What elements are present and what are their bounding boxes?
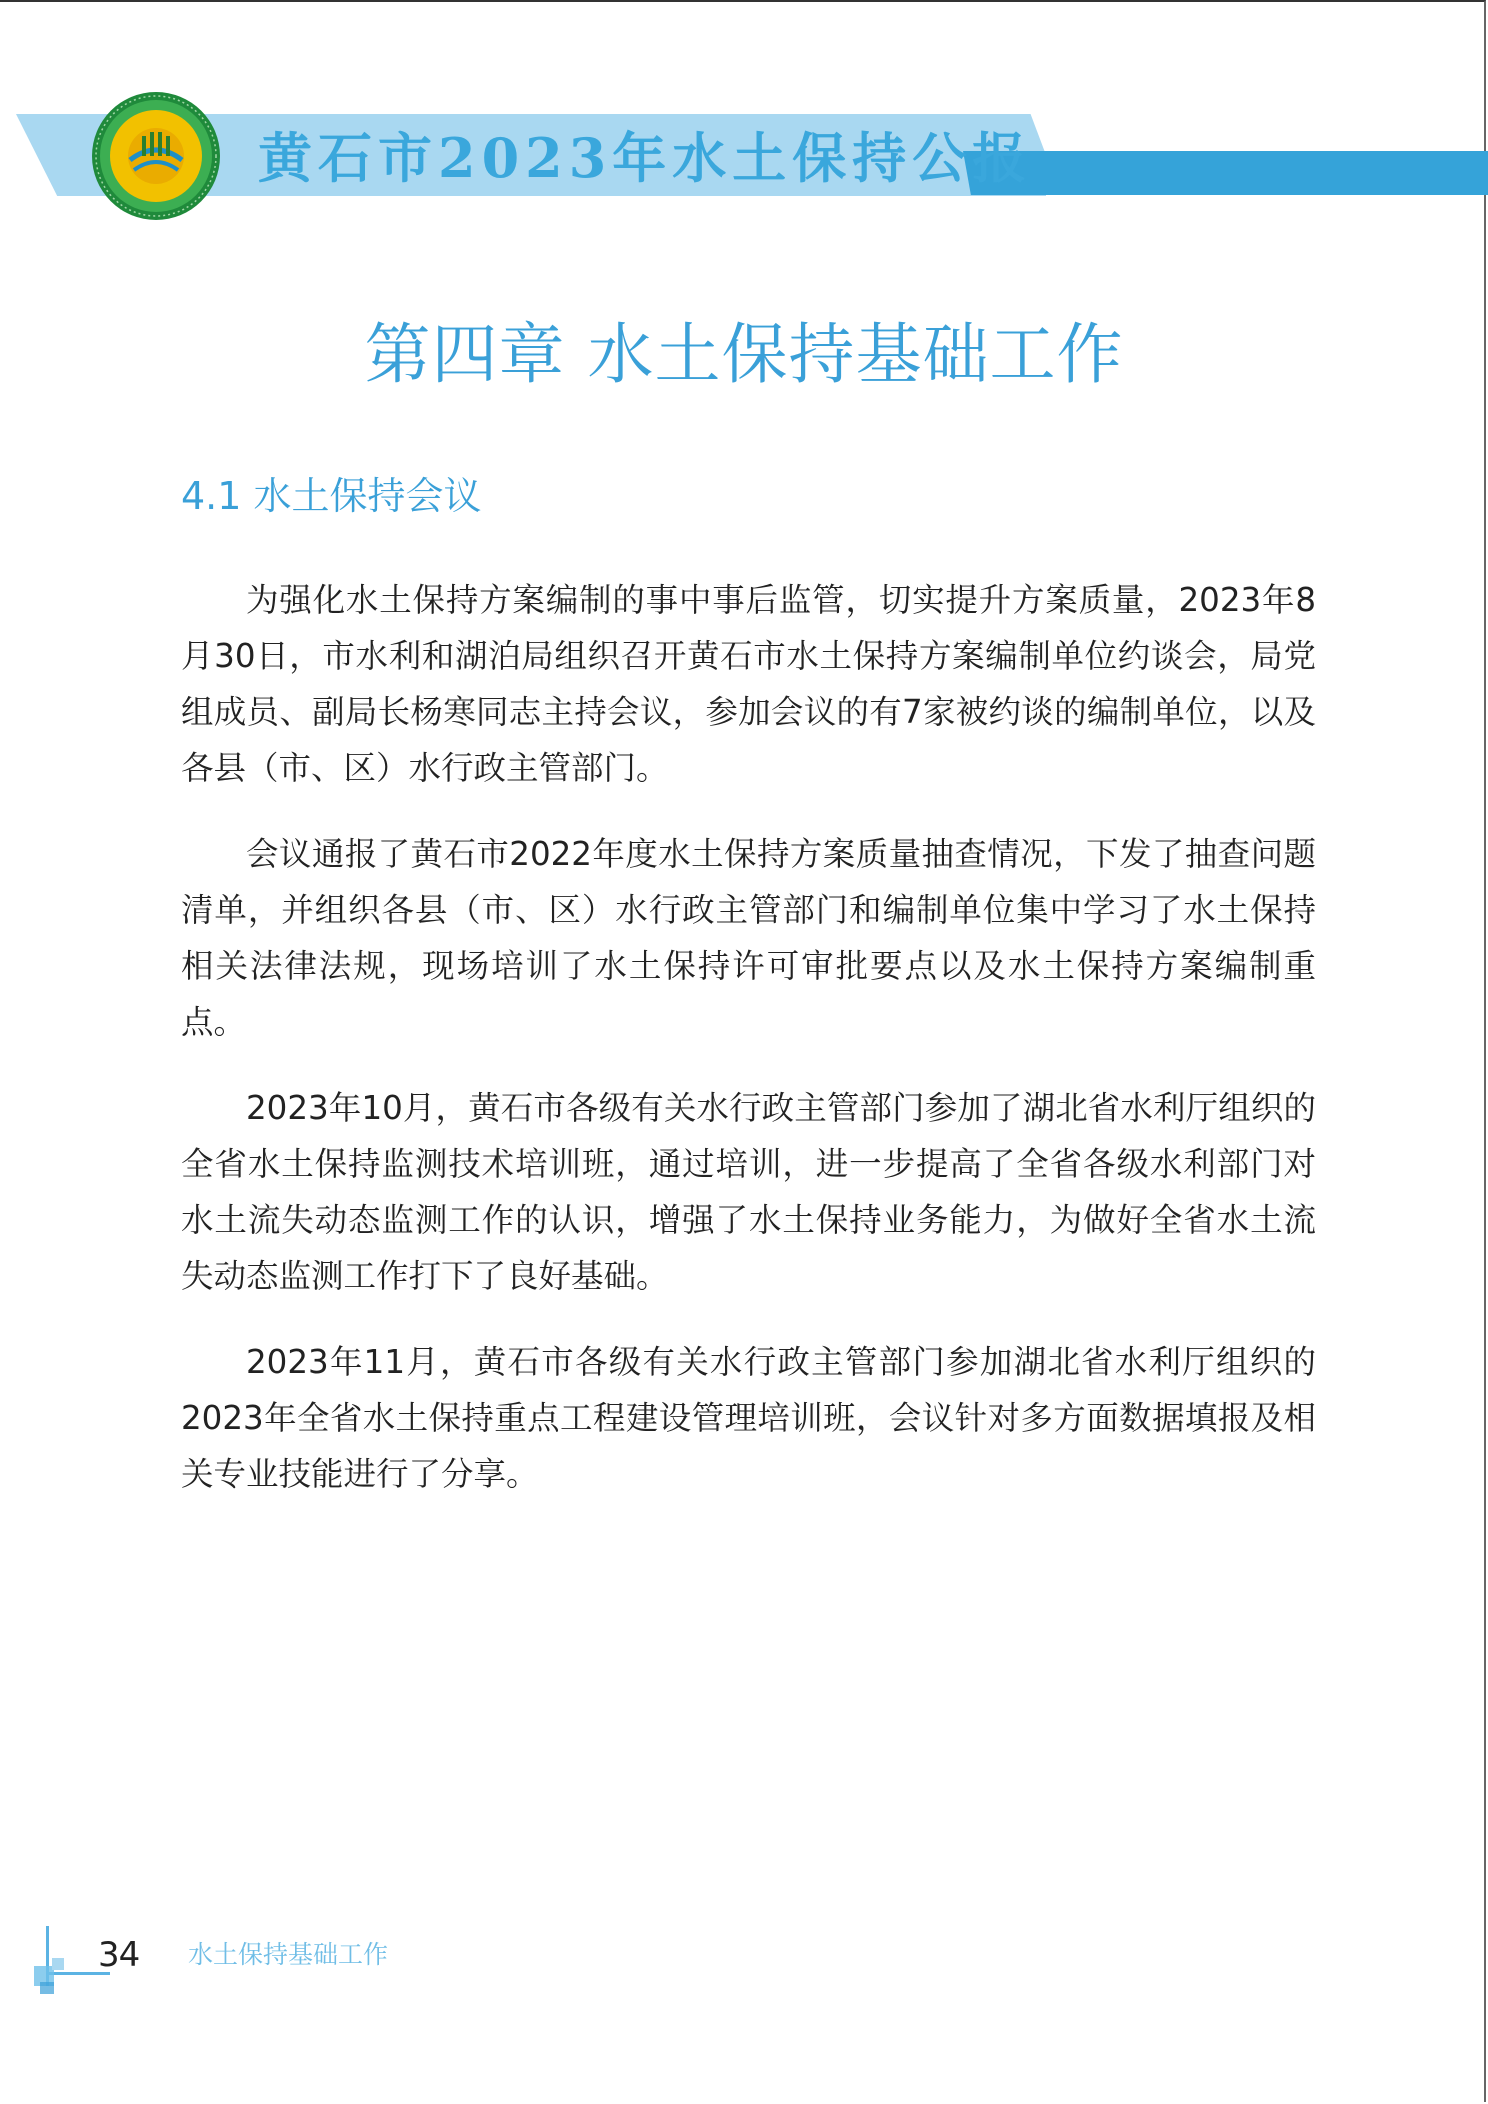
chapter-title: 第四章 水土保持基础工作	[364, 316, 1124, 393]
paragraph: 会议通报了黄石市2022年度水土保持方案质量抽查情况，下发了抽查问题清单，并组织各县（市、区）水行政主管部门和编制单位集中学习了水土保持相关法律法规，现场培训了水土保持许可审批要点以及水土保持方案编制重点。	[181, 835, 1316, 1041]
paragraph: 为强化水土保持方案编制的事中事后监管，切实提升方案质量，2023年8月30日，市水利和湖泊局组织召开黄石市水土保持方案编制单位约谈会，局党组成员、副局长杨寒同志主持会议，参加会议的有7家被约谈的编制单位，以及各县（市、区）水行政主管部门。	[181, 581, 1316, 787]
footer-chapter-label: 水土保持基础工作	[188, 1940, 389, 1969]
header-banner-dark	[963, 151, 1488, 195]
paragraph: 2023年11月，黄石市各级有关水行政主管部门参加湖北省水利厅组织的2023年全省水土保持重点工程建设管理培训班，会议针对多方面数据填报及相关专业技能进行了分享。	[181, 1343, 1316, 1493]
water-soil-conservation-emblem-icon	[90, 90, 222, 222]
paragraph: 2023年10月，黄石市各级有关水行政主管部门参加了湖北省水利厅组织的全省水土保持监测技术培训班，通过培训，进一步提高了全省各级水利部门对水土流失动态监测工作的认识，增强了水土保持业务能力，为做好全省水土流失动态监测工作打下了良好基础。	[181, 1089, 1316, 1295]
body-text	[181, 572, 1316, 1532]
page-number: 34	[98, 1935, 140, 1975]
report-header-title: 黄石市2023年水土保持公报	[258, 126, 1033, 190]
section-title: 4.1 水土保持会议	[181, 474, 482, 518]
